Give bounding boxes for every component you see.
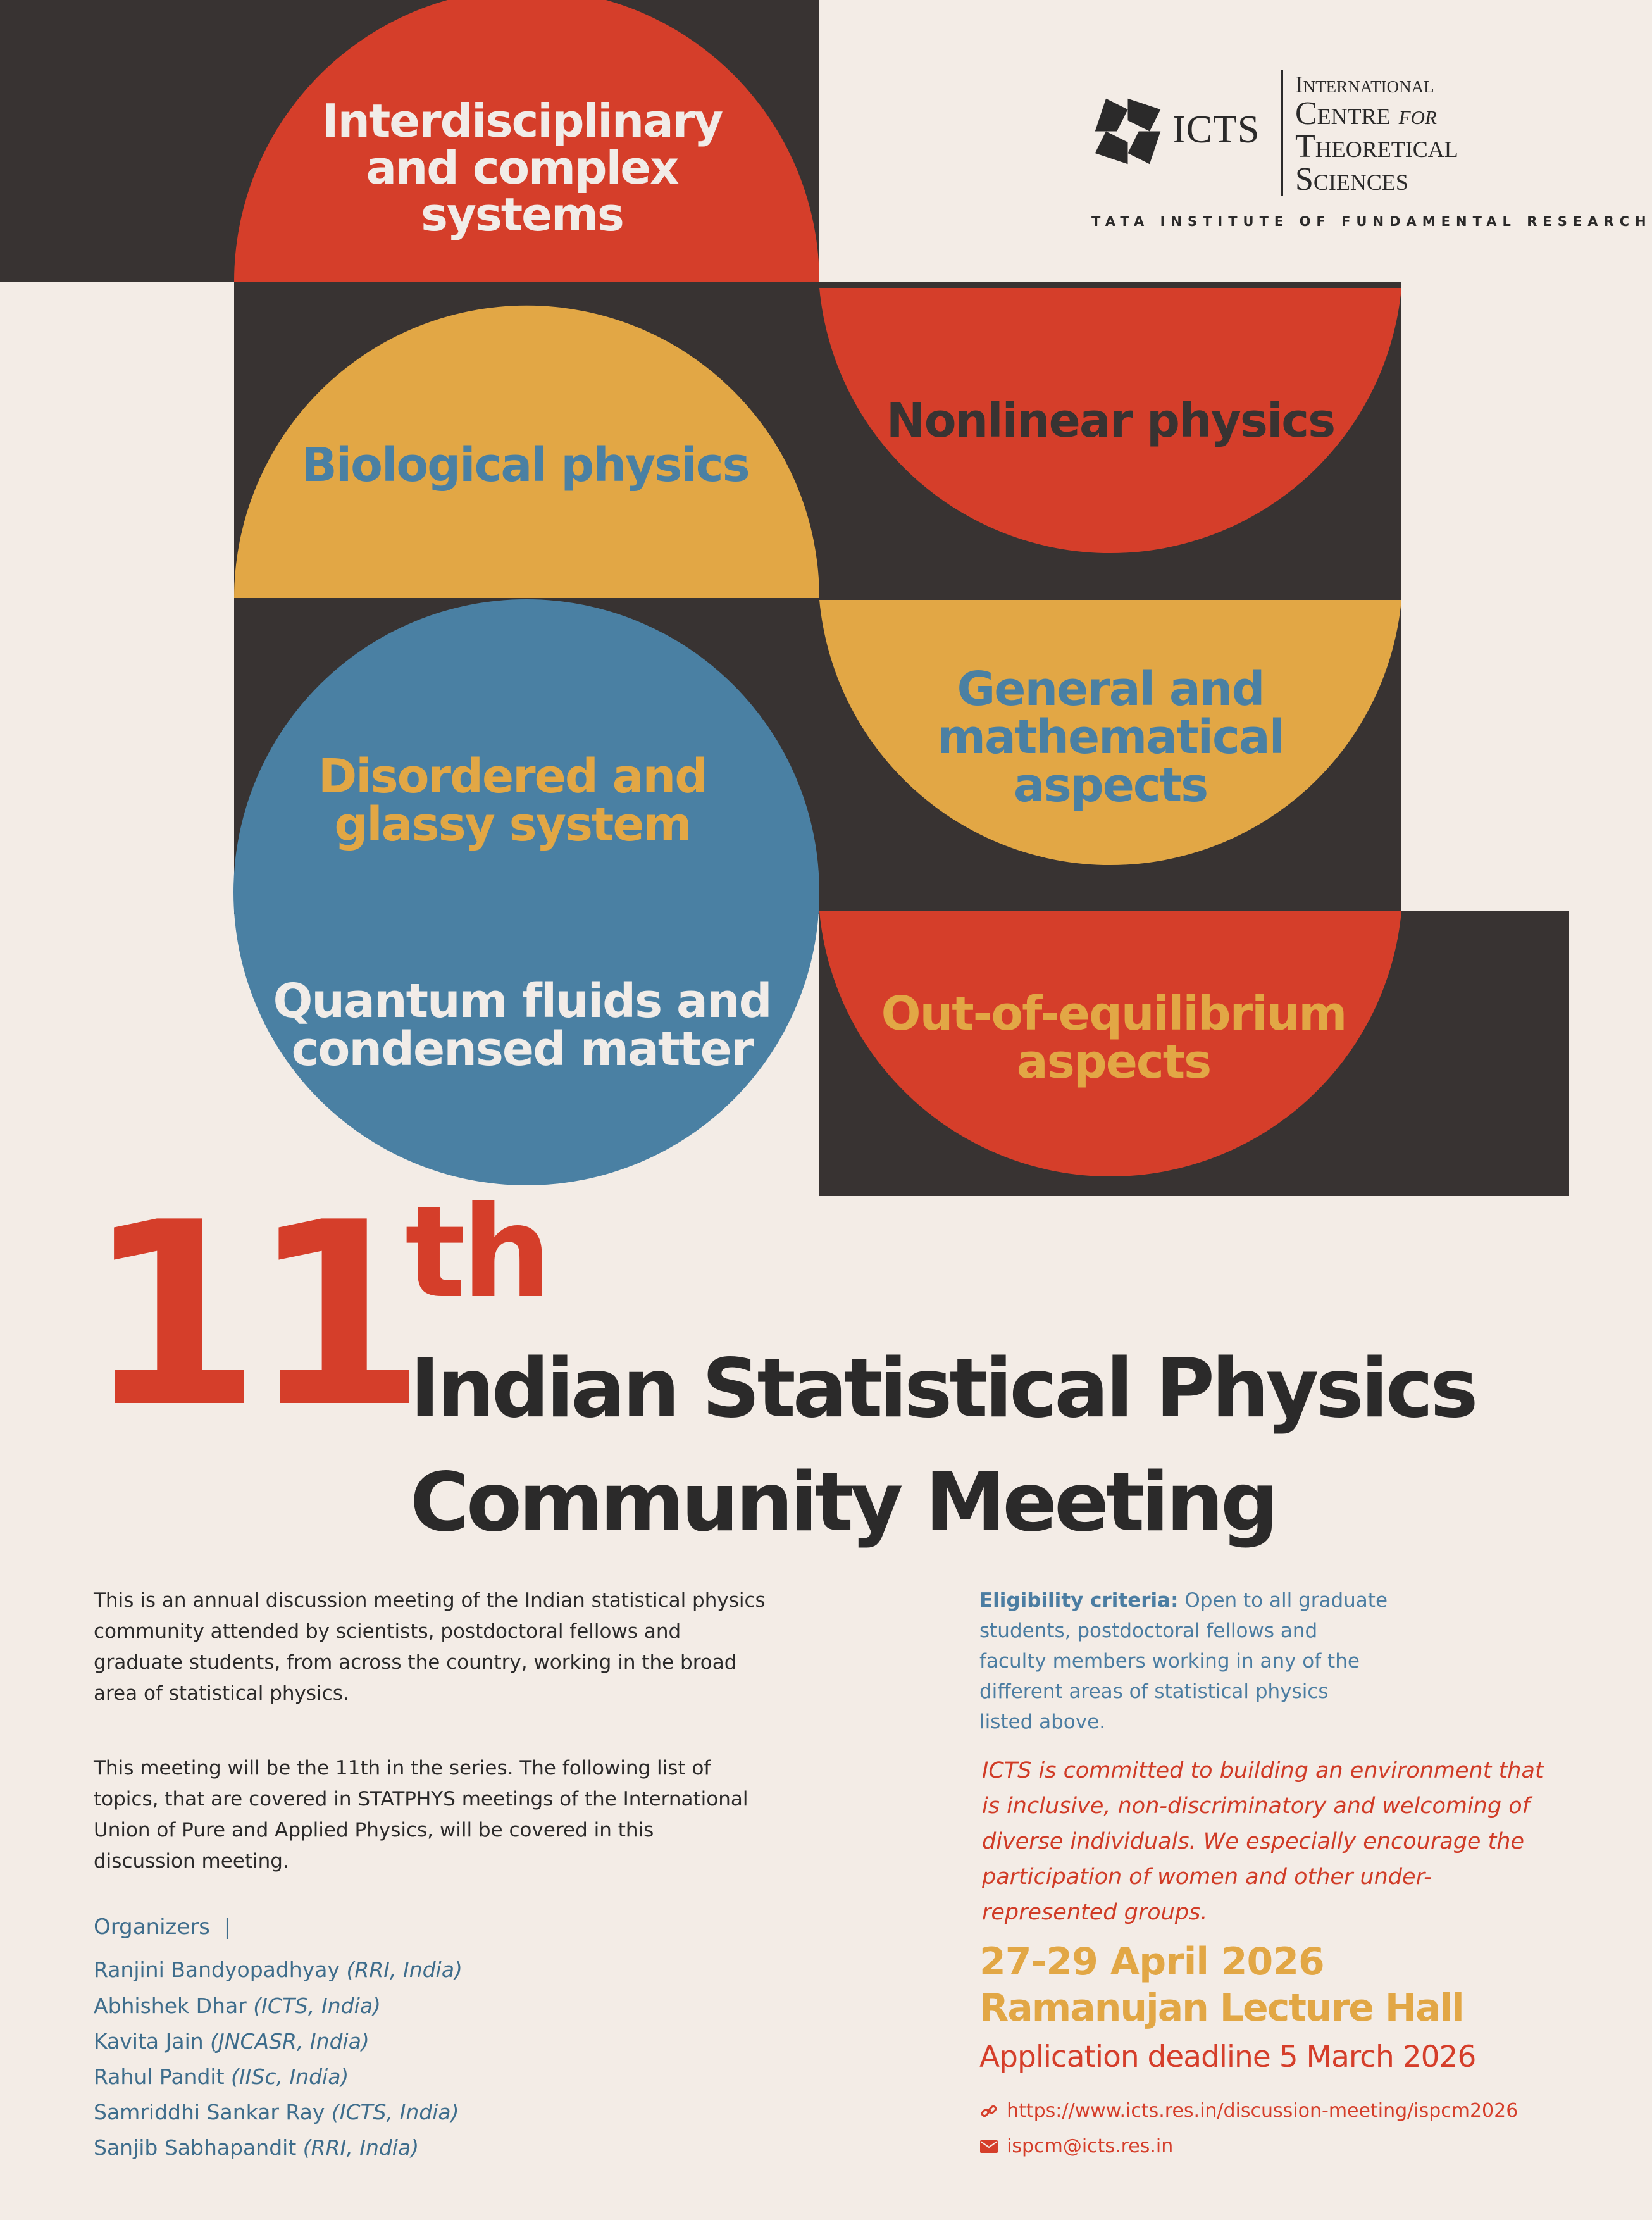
logo-parent: TATA INSTITUTE OF FUNDAMENTAL RESEARCH	[1091, 214, 1652, 229]
mail-icon	[979, 2139, 998, 2154]
event-dates: 27-29 April 2026	[979, 1940, 1324, 1984]
topic-interdisciplinary: Interdisciplinary and complex systems	[321, 94, 723, 241]
contact-email[interactable]: ispcm@icts.res.in	[1007, 2135, 1174, 2157]
topic-quantum: Quantum fluids and condensed matter	[273, 974, 771, 1076]
title-line2: Community Meeting	[410, 1456, 1276, 1550]
topic-biological: Biological physics	[301, 438, 749, 492]
event-venue: Ramanujan Lecture Hall	[979, 1986, 1463, 2030]
icts-logo	[1091, 70, 1652, 234]
application-deadline: Application deadline 5 March 2026	[979, 2040, 1476, 2074]
organizer-5: Samriddhi Sankar Ray (ICTS, India)	[94, 2100, 459, 2124]
topic-nonlinear: Nonlinear physics	[886, 394, 1335, 448]
organizer-3: Kavita Jain (JNCASR, India)	[94, 2029, 370, 2054]
logo-line4: Sciences	[1295, 161, 1408, 197]
organizer-1: Ranjini Bandyopadhyay (RRI, India)	[94, 1957, 463, 1982]
logo-acronym: ICTS	[1172, 108, 1260, 151]
icts-pinwheel-icon	[1091, 95, 1164, 168]
dark-strip-left	[0, 0, 234, 282]
organizer-2: Abhishek Dhar (ICTS, India)	[94, 1993, 381, 2018]
contact-url-row[interactable]	[979, 2100, 1518, 2122]
topic-out-of-equilibrium: Out-of-equilibrium aspects	[881, 987, 1346, 1089]
description-para1: This is an annual discussion meeting of the Indian statistical physics community attended by scientists, postdoctoral fellows and graduate students, from across the country, working in the broad area of statistical physics.	[94, 1589, 766, 1705]
logo-line3: Theoretical	[1295, 128, 1458, 165]
eligibility: Eligibility criteria: Open to all graduate students, postdoctoral fellows and faculty members working in any of the different areas of statistical physics listed above.	[979, 1589, 1388, 1733]
organizers-heading: Organizers |	[94, 1914, 232, 1940]
description-para2: This meeting will be the 11th in the series. The following list of topics, that are covered in STATPHYS meetings of the International Union of Pure and Applied Physics, will be covered in this discussion meeting.	[94, 1757, 748, 1873]
organizer-4: Rahul Pandit (IISc, India)	[94, 2064, 349, 2089]
logo-line2: Centre for	[1295, 96, 1437, 132]
edition-suffix: th	[405, 1179, 548, 1326]
topic-general: General and mathematical aspects	[936, 662, 1284, 813]
contact-email-row[interactable]	[979, 2135, 1173, 2157]
inclusion-statement: ICTS is committed to building an environment that is inclusive, non-discriminatory and welcoming of diverse individuals. We especially encourage the participation of women and other under- represented groups.	[982, 1758, 1544, 1925]
contact-url[interactable]: https://www.icts.res.in/discussion-meeting/ispcm2026	[1007, 2100, 1518, 2122]
logo-divider	[1281, 70, 1283, 196]
eligibility-label: Eligibility criteria:	[979, 1589, 1179, 1612]
edition-number: 11	[85, 1169, 415, 1463]
topic-disordered: Disordered and glassy system	[318, 749, 707, 852]
title-line1: Indian Statistical Physics	[410, 1342, 1475, 1436]
organizer-6: Sanjib Sabhapandit (RRI, India)	[94, 2135, 419, 2160]
shape-disordered-quantum	[233, 599, 819, 1185]
link-icon	[979, 2102, 998, 2121]
logo-line1: International	[1295, 72, 1434, 98]
